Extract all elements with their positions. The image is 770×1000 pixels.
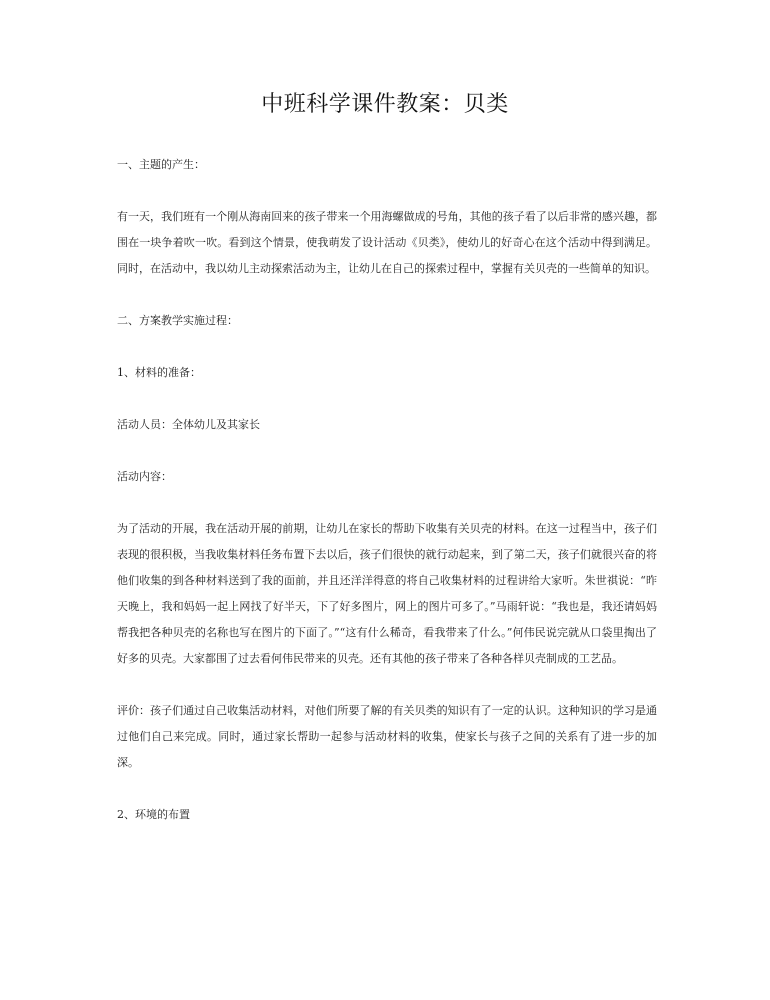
- section-heading-topic-origin: 一、主题的产生：: [117, 158, 205, 171]
- paragraph-activity-content-label: 活动内容：: [117, 470, 172, 483]
- paragraph-topic-origin: 有一天，我们班有一个刚从海南回来的孩子带来一个用海螺做成的号角，其他的孩子看了以后非常的感兴趣，都围在一块争着吹一吹。看到这个情景，使我萌发了设计活动《贝类》，使幼儿的好奇心在这个活动中得到满足。同时，在活动中，我以幼儿主动探索活动为主，让幼儿在自己的探索过程中，掌握有关贝壳的一些简单的知识。: [117, 210, 657, 275]
- page-title: 中班科学课件教案：贝类: [261, 92, 509, 117]
- paragraph-evaluation: 评价：孩子们通过自己收集活动材料，对他们所要了解的有关贝类的知识有了一定的认识。这种知识的学习是通过他们自己来完成。同时，通过家长帮助一起参与活动材料的收集，使家长与孩子之间的关系有了进一步的加深。: [117, 704, 657, 769]
- section-heading-implementation: 二、方案教学实施过程：: [117, 314, 238, 327]
- paragraph-participants: 活动人员：全体幼儿及其家长: [117, 418, 260, 431]
- subheading-materials: 1、材料的准备：: [117, 366, 201, 379]
- document-body: [117, 152, 657, 854]
- subheading-environment: 2、环境的布置: [117, 808, 190, 821]
- paragraph-activity-description: 为了活动的开展，我在活动开展的前期，让幼儿在家长的帮助下收集有关贝壳的材料。在这一过程当中，孩子们表现的很积极，当我收集材料任务布置下去以后，孩子们很快的就行动起来，到了第二天，孩子们就很兴奋的将他们收集的到各种材料送到了我的面前，并且还洋洋得意的将自己收集材料的过程讲给大家听。朱世祺说：“昨天晚上，我和妈妈一起上网找了好半天，下了好多图片，网上的图片可多了。”马雨轩说：“我也是，我还请妈妈帮我把各种贝壳的名称也写在图片的下面了。”“这有什么稀奇，看我带来了什么。”何伟民说完就从口袋里掏出了好多的贝壳。大家都围了过去看何伟民带来的贝壳。还有其他的孩子带来了各种各样贝壳制成的工艺品。: [117, 522, 657, 665]
